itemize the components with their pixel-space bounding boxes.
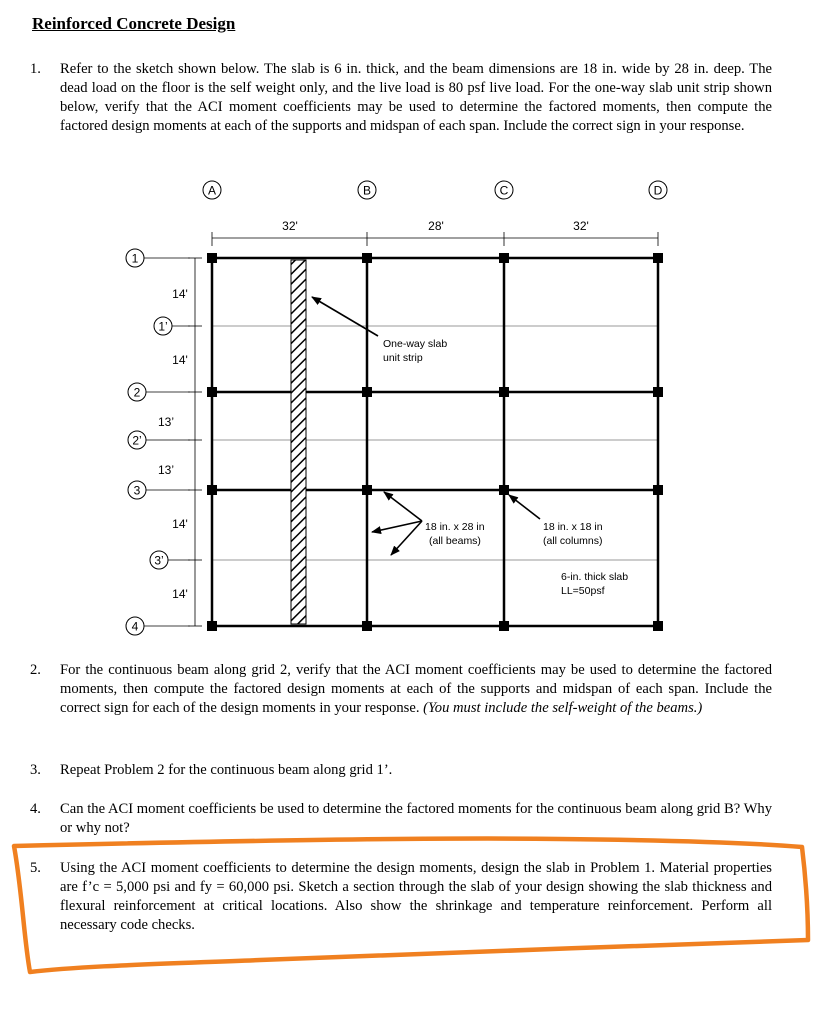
grid-label-a: A [207,183,217,198]
row-spacing-label: 14' [172,287,188,301]
row-grid-label-3prime: 3’ [154,553,164,568]
row-spacing-label: 14' [172,517,188,531]
row-grid-label-4: 4 [131,619,139,634]
row-spacing-label: 14' [172,353,188,367]
row-spacing-label: 14' [172,587,188,601]
problem-number: 3. [30,762,41,778]
beams-callout: 18 in. x 28 in [425,521,485,533]
document-title: Reinforced Concrete Design [32,14,236,33]
row-grid-leaders [144,258,190,626]
problem-note: (You must include the self-weight of the beams.) [423,700,703,716]
grid-label-b: B [362,183,372,198]
problem-text: Repeat Problem 2 for the continuous beam along grid 1’. [60,762,393,778]
slab-callout: 6-in. thick slab [561,571,629,583]
span-label: 32' [573,219,589,233]
columns-callout: (all columns) [543,535,603,547]
span-label: 32' [282,219,298,233]
unit-strip [291,260,306,624]
row-dimension-line [188,258,202,626]
row-spacing-label: 13’ [157,463,175,477]
strip-callout: unit strip [383,352,423,364]
row-grid-label-1prime: 1’ [158,319,168,334]
callout-arrows [312,297,540,555]
problem-3 [30,761,772,780]
span-dimension-line [212,232,658,246]
problem-text: Can the ACI moment coefficients be used to determine the factored moments for the continuous beam along grid B? Why or why not? [60,801,772,836]
grid-label-c: C [499,183,509,198]
row-spacing-label: 13’ [157,415,175,429]
row-grid-label-2prime: 2’ [132,433,142,448]
problem-number: 4. [30,801,41,817]
slab-callout: LL=50psf [561,585,605,597]
row-grid-label-3: 3 [133,483,141,498]
problem-4 [30,800,772,838]
problem-number: 5. [30,860,41,876]
grid-label-d: D [653,183,663,198]
column-grid-bubbles [203,181,667,199]
problem-text-main: For the continuous beam along grid 2, verify that the ACI moment coefficients may be used to determine the factored moments, then compute the factored design moments at each of the supports and midspan of each span. Include the correct sign for each of the design moments in your response. [60,662,772,716]
beams-callout: (all beams) [429,535,481,547]
row-grid-label-1: 1 [131,251,139,266]
problem-text: Using the ACI moment coefficients to determine the design moments, design the slab in Problem 1. Material properties are f’c = 5,000 psi and fy = 60,000 psi. Sketch a section through the slab of your design showing the slab thickness and flexural reinforcement at critical locations. Also show the shrinkage and temperature reinforcement. Perform all necessary code checks. [60,860,772,933]
problem-text [60,661,772,718]
problem-number: 2. [30,662,41,678]
problem-5 [30,859,772,935]
problem-text: Refer to the sketch shown below. The slab is 6 in. thick, and the beam dimensions are 18 in. wide by 28 in. deep. The dead load on the floor is the self weight only, and the live load is 80 psf live load. For the one-way slab unit strip shown below, verify that the ACI moment coefficients may be used to determine the factored moments, then compute the factored design moments at each of the supports and midspan of each span. Include the correct sign in your response. [60,61,772,134]
row-grid-label-2: 2 [133,385,141,400]
problem-number: 1. [30,61,41,77]
span-label: 28' [428,219,444,233]
strip-callout: One-way slab [383,338,448,350]
problem-2 [30,661,772,718]
columns-callout: 18 in. x 18 in [543,521,603,533]
